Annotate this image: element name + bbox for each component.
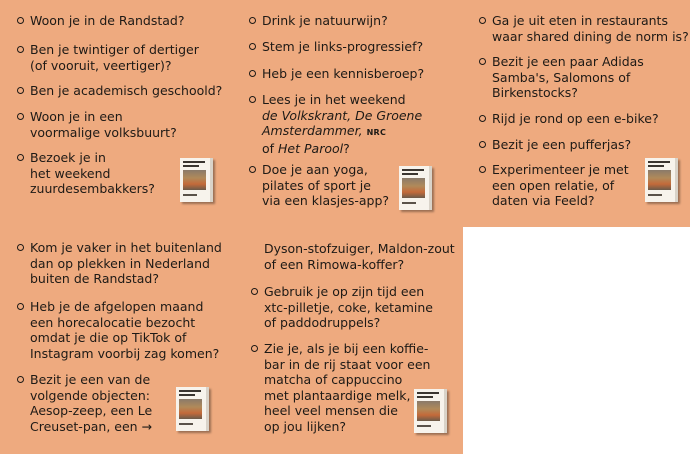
list-item: Ben je academisch geschoold?: [17, 83, 222, 99]
bullet-icon: [249, 17, 256, 24]
bullet-icon: [479, 166, 486, 173]
empty-area: [463, 227, 690, 454]
bullet-icon: [249, 96, 256, 103]
questions-panel-2: [231, 0, 463, 227]
bullet-icon: [17, 376, 24, 383]
bullet-icon: [17, 244, 24, 251]
list-item: Stem je links-progressief?: [249, 39, 423, 55]
book-cover-image: [414, 389, 447, 433]
questions-panel-4: [0, 227, 231, 454]
list-item: Doe je aan yoga, pilates of sport je via een klasjes-app?: [249, 162, 389, 209]
bullet-icon: [479, 17, 486, 24]
bullet-icon: [17, 87, 24, 94]
bullet-icon: [251, 345, 258, 352]
bullet-icon: [249, 70, 256, 77]
list-item: Gebruik je op zijn tijd een xtc-pilletje, coke, ketamine of paddodruppels?: [251, 284, 433, 331]
bullet-icon: [17, 17, 24, 24]
list-item: Heb je een kennisberoep?: [249, 66, 424, 82]
book-cover-image: [399, 166, 432, 210]
questions-panel-3: [463, 0, 690, 227]
questions-panel-5: [231, 227, 463, 454]
bullet-icon: [17, 154, 24, 161]
bullet-icon: [17, 46, 24, 53]
questions-panel-1: [0, 0, 231, 227]
bullet-icon: [251, 288, 258, 295]
book-cover-image: [180, 158, 213, 202]
continued-text: Dyson-stofzuiger, Maldon-zout of een Rimowa-koffer?: [264, 241, 455, 272]
list-item: Lees je in het weekend de Volkskrant, De Groene Amsterdammer, NRC of Het Parool?: [249, 92, 422, 156]
list-item: Heb je de afgelopen maand een horecalocatie bezocht omdat je die op TikTok of Instagram voorbij zag komen?: [17, 299, 219, 361]
bullet-icon: [479, 141, 486, 148]
list-item: Drink je natuurwijn?: [249, 13, 388, 29]
list-item: Bezit je een van de volgende objecten: Aesop-zeep, een Le Creuset-pan, een →: [17, 372, 152, 434]
list-item: Ga je uit eten in restaurants waar shared dining de norm is?: [479, 13, 689, 44]
list-item: Bezit je een paar Adidas Samba's, Salomons of Birkenstocks?: [479, 54, 644, 101]
list-item: Zie je, als je bij een koffie- bar in de rij staat voor een matcha of cappuccino met plantaardige melk, heel veel mensen die op jou lijken?: [251, 341, 430, 434]
bullet-icon: [17, 113, 24, 120]
list-item: Woon je in een voormalige volksbuurt?: [17, 109, 177, 140]
bullet-icon: [249, 166, 256, 173]
bullet-icon: [479, 58, 486, 65]
book-cover-image: [645, 158, 678, 202]
book-cover-image: [176, 387, 209, 431]
list-item: Bezoek je in het weekend zuurdesembakkers?: [17, 150, 155, 197]
list-item: Rijd je rond op een e-bike?: [479, 111, 659, 127]
list-item: Bezit je een pufferjas?: [479, 137, 631, 153]
bullet-icon: [17, 303, 24, 310]
bullet-icon: [479, 115, 486, 122]
bullet-icon: [249, 43, 256, 50]
list-item: Experimenteer je met een open relatie, of daten via Feeld?: [479, 162, 629, 209]
list-item: Woon je in de Randstad?: [17, 13, 185, 29]
list-item: Ben je twintiger of dertiger (of vooruit, veertiger)?: [17, 42, 199, 73]
list-item: Kom je vaker in het buitenland dan op plekken in Nederland buiten de Randstad?: [17, 240, 222, 287]
